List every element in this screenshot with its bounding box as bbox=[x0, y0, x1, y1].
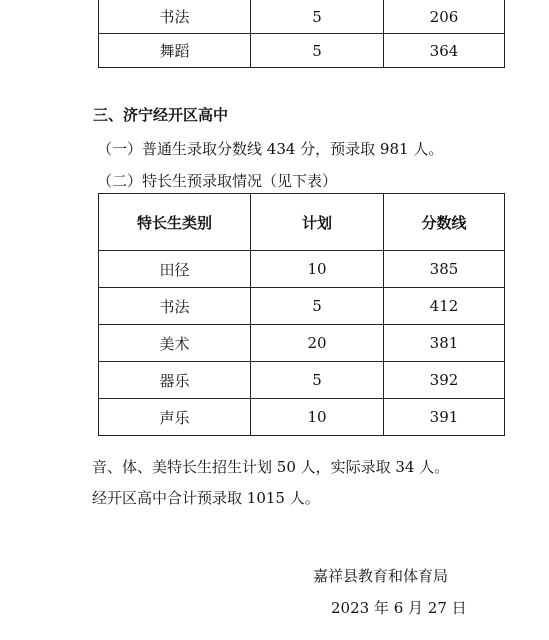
column-header: 计划 bbox=[251, 194, 384, 251]
table-cell: 美术 bbox=[99, 325, 251, 362]
table-row bbox=[99, 288, 505, 325]
signature-date: 2023 年 6 月 27 日 bbox=[331, 599, 467, 617]
specialty-table bbox=[98, 193, 505, 436]
table-cell: 田径 bbox=[99, 251, 251, 288]
table-row bbox=[99, 34, 505, 68]
table-cell: 声乐 bbox=[99, 399, 251, 436]
table-cell: 10 bbox=[251, 251, 384, 288]
table-cell: 20 bbox=[251, 325, 384, 362]
table-header-row bbox=[99, 194, 505, 251]
table-cell: 5 bbox=[251, 34, 384, 68]
table-cell: 364 bbox=[384, 34, 505, 68]
table-row bbox=[99, 399, 505, 436]
table-cell: 412 bbox=[384, 288, 505, 325]
column-header: 分数线 bbox=[384, 194, 505, 251]
paragraph-table-intro: （二）特长生预录取情况（见下表） bbox=[97, 172, 338, 190]
table-cell: 392 bbox=[384, 362, 505, 399]
table-cell: 5 bbox=[251, 362, 384, 399]
table-cell: 5 bbox=[251, 0, 384, 34]
table-cell: 385 bbox=[384, 251, 505, 288]
table-cell: 381 bbox=[384, 325, 505, 362]
table-cell: 器乐 bbox=[99, 362, 251, 399]
note-overall-total: 经开区高中合计预录取 1015 人。 bbox=[92, 489, 320, 507]
table-row bbox=[99, 0, 505, 34]
top-table bbox=[98, 0, 505, 68]
table-cell: 5 bbox=[251, 288, 384, 325]
section-heading: 三、济宁经开区高中 bbox=[93, 106, 229, 124]
signature-organization: 嘉祥县教育和体育局 bbox=[313, 567, 449, 585]
table-cell: 391 bbox=[384, 399, 505, 436]
table-cell: 10 bbox=[251, 399, 384, 436]
table-cell: 舞蹈 bbox=[99, 34, 251, 68]
table-row bbox=[99, 325, 505, 362]
table-cell: 206 bbox=[384, 0, 505, 34]
column-header: 特长生类别 bbox=[99, 194, 251, 251]
note-specialty-total: 音、体、美特长生招生计划 50 人，实际录取 34 人。 bbox=[92, 458, 450, 476]
table-cell: 书法 bbox=[99, 0, 251, 34]
table-row bbox=[99, 362, 505, 399]
table-row bbox=[99, 251, 505, 288]
table-cell: 书法 bbox=[99, 288, 251, 325]
paragraph-admission-line: （一）普通生录取分数线 434 分，预录取 981 人。 bbox=[97, 140, 444, 158]
